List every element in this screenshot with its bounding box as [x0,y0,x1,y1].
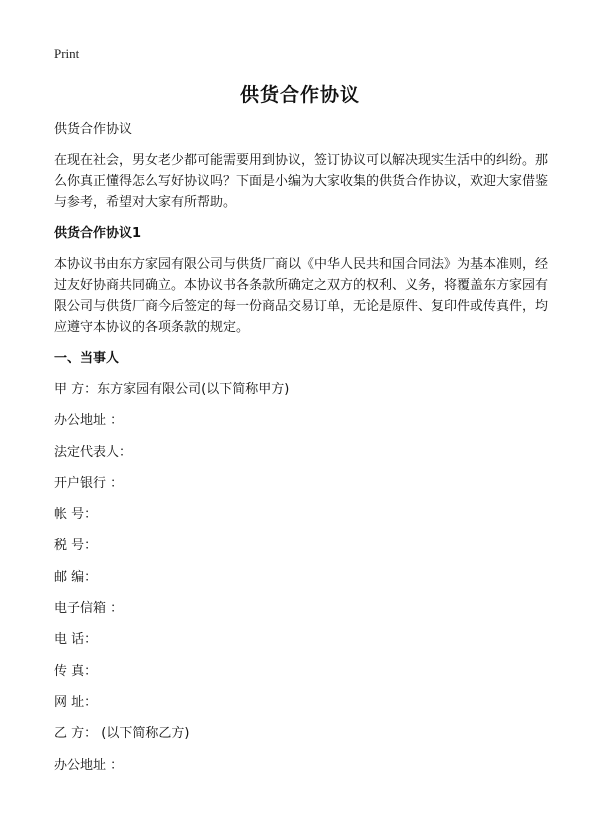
party-a-fax: 传 真： [54,663,98,679]
intro-paragraph: 在现在社会，男女老少都可能需要用到协议，签订协议可以解决现实生活中的纠纷。那么你真正懂得怎么写好协议吗？下面是小编为大家收集的供货合作协议，欢迎大家借鉴与参考，希望对大家有所帮助。 [54,153,549,210]
section-title: 供货合作协议1 [54,226,142,241]
party-a-email: 电子信箱 ： [54,601,124,617]
document-title: 供货合作协议 [239,84,360,106]
party-a-phone: 电 话： [54,632,98,648]
party-b-name: 乙 方： (以下简称乙方) [54,726,190,742]
section-body-paragraph: 本协议书由东方家园有限公司与供货厂商以《中华人民共和国合同法》为基本准则，经过友好协商共同确立。本协议书各条款所确定之双方的权利、义务，将覆盖东方家园有限公司与供货厂商今后签定的每一份商品交易订单，无论是原件、复印件或传真件，均应遵守本协议的各项条款的规定。 [54,257,549,335]
party-a-postcode: 邮 编： [54,569,98,585]
print-link[interactable]: Print [54,46,80,61]
document-subtitle: 供货合作协议 [54,122,133,137]
party-a-tax-number: 税 号： [54,538,98,554]
party-b-office-address: 办公地址 ： [54,757,124,773]
party-a-office-address: 办公地址 ： [54,413,124,429]
party-a-account: 帐 号： [54,507,98,523]
party-a-bank: 开户银行 ： [54,475,124,491]
party-a-name: 甲 方：东方家园有限公司(以下简称甲方) [54,382,290,397]
parties-heading: 一、当事人 [54,351,120,366]
party-a-legal-representative: 法定代表人： [54,444,133,460]
document-body [54,119,552,786]
party-a-website: 网 址： [54,694,98,710]
